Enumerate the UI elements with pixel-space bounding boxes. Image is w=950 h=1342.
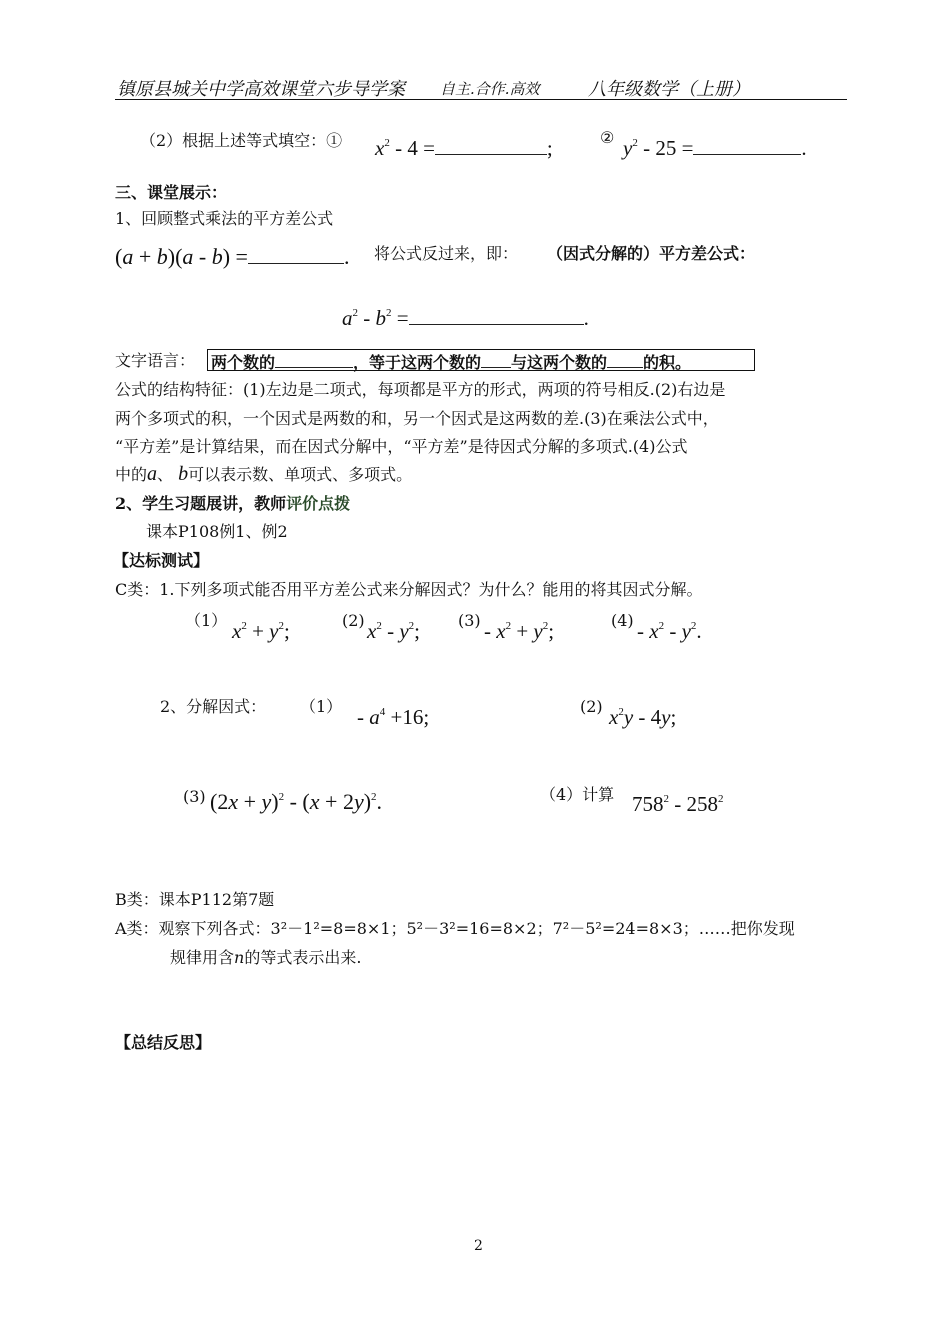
feature-line-3: “平方差”是计算结果，而在因式分解中，“平方差”是待因式分解的多项式.(4)公式 [115, 437, 688, 456]
summary-title: 【总结反思】 [115, 1033, 212, 1052]
fill-expr-2: $y^2 - 25$ = . [623, 136, 807, 160]
q4-label: (4) [611, 611, 634, 630]
fill-expr-1: $x^2 - 4$ = ; [375, 136, 553, 160]
f1-label: （1） [300, 697, 343, 716]
reverse-bold: （因式分解的）平方差公式： [547, 244, 756, 263]
f2-expr: $x^2y - 4y$; [609, 705, 677, 729]
difference-formula: $a^2 - b^2$ = . [342, 306, 589, 330]
circle-2: ② [600, 128, 615, 147]
fill-label: （2）根据上述等式填空：① [140, 131, 343, 150]
item1-text: 1、回顾整式乘法的平方差公式 [115, 209, 334, 228]
c-line: C类：1.下列多项式能否用平方差公式来分解因式？为什么？能用的将其因式分解。 [115, 580, 703, 599]
q2-label: (2) [342, 611, 365, 630]
f4-expr: $758^2 - 258^2$ [632, 792, 724, 816]
test-title: 【达标测试】 [113, 551, 210, 570]
f3-expr: $(2x + y)^2 - (x + 2y)^2$. [210, 789, 383, 814]
q3-expr: - $x^2 + y^2$; [484, 619, 555, 643]
feature-line-1: 公式的结构特征：(1)左边是二项式，每项都是平方的形式，两项的符号相反.(2)右边是 [115, 380, 726, 399]
product-formula: (a + b)(a - b) = . [115, 244, 350, 269]
section3-title: 三、课堂展示： [115, 183, 228, 202]
q1-label: （1） [185, 611, 228, 630]
q2-expr: $x^2 - y^2$; [367, 619, 420, 643]
word-box-text: 两个数的 ，等于这两个数的 与这两个数的 的积。 [211, 353, 692, 372]
b-line: B类：课本P112第7题 [115, 890, 275, 909]
q1-expr: $x^2 + y^2$; [232, 619, 290, 643]
word-label: 文字语言： [115, 351, 196, 370]
q3-label: (3) [458, 611, 481, 630]
f4-label: （4）计算 [540, 785, 615, 804]
item2-text: 2、学生习题展讲，教师评价点拨 [115, 494, 351, 513]
q4-expr: - $x^2 - y^2$. [637, 619, 702, 643]
header-motto: 自主.合作.高效 [440, 80, 540, 98]
feature-line-2: 两个多项式的积，一个因式是两数的和，另一个因式是这两数的差.(3)在乘法公式中， [115, 409, 719, 428]
header-subject: 八年级数学（上册） [588, 79, 750, 100]
textbook-ref: 课本P108例1、例2 [146, 522, 288, 541]
f2-label: (2) [580, 697, 603, 716]
factor-label: 2、分解因式： [160, 697, 267, 716]
header-school: 镇原县城关中学高效课堂六步导学案 [117, 79, 405, 100]
header-rule [115, 99, 847, 100]
feature-line-4: 中的a、 b可以表示数、单项式、多项式。 [115, 463, 413, 485]
a-line: A类：观察下列各式：3²－1²=8=8×1；5²－3²=16=8×2；7²－5²=24=8×3；……把你发现 [115, 919, 795, 938]
f1-expr: - $a^4 +16$; [357, 705, 430, 729]
f3-label: (3) [183, 787, 206, 806]
a-line-2: 规律用含n的等式表示出来. [170, 948, 362, 967]
reverse-text: 将公式反过来，即： [374, 244, 519, 263]
page-number: 2 [474, 1238, 483, 1254]
